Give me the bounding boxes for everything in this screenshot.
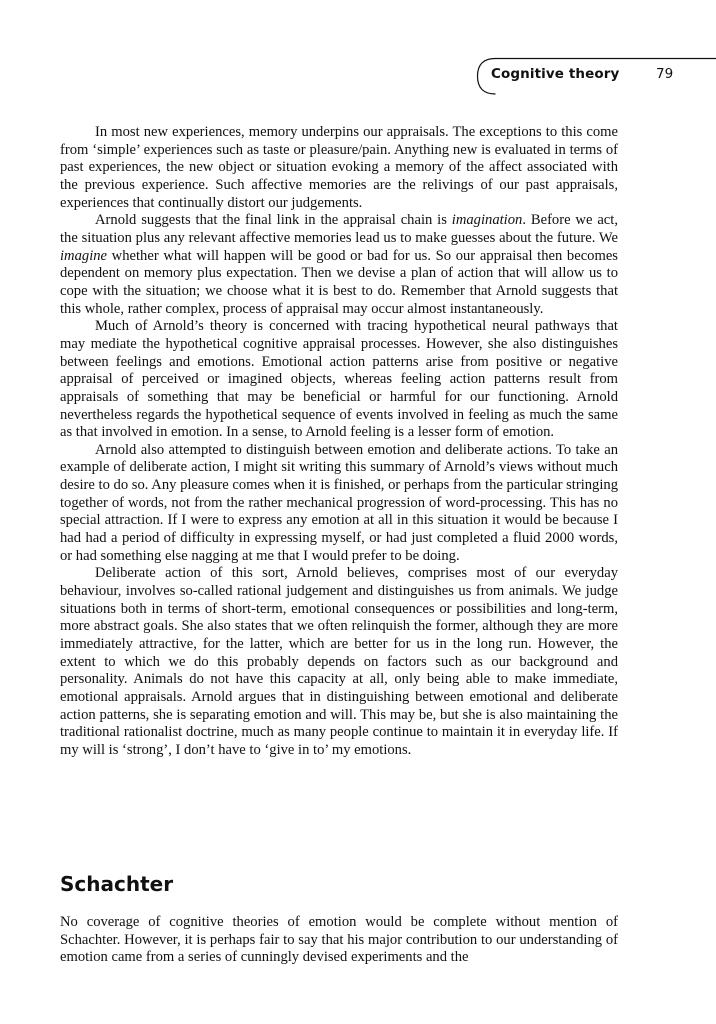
running-head-title: Cognitive theory bbox=[491, 66, 620, 82]
body-text bbox=[60, 124, 618, 760]
running-head bbox=[476, 57, 716, 95]
section-heading: Schachter bbox=[60, 872, 174, 896]
paragraph-5: Deliberate action of this sort, Arnold believes, comprises most of our everyday behaviour, involves so-called rational judgement and distinguishes us from animals. We judge situations both in terms of short-term, emotional consequences or possibilities and long-term, more abstract goals. She also states that we often relinquish the former, although they are more immediately attractive, for the latter, which are better for us in the long run. However, the extent to which we do this probably depends on factors such as our background and personality. Animals do not have this capacity at all, only being able to make immediate, emotional appraisals. Arnold argues that in distinguishing between emotional and deliberate action patterns, she is separating emotion and will. This may be, but she is also maintaining the traditional rationalist doctrine, much as many people continue to maintain it in everyday life. If my will is ‘strong’, I don’t have to ‘give in to’ my emotions. bbox=[60, 565, 618, 758]
page-number: 79 bbox=[656, 66, 674, 82]
section-paragraph: No coverage of cognitive theories of emotion would be complete without mention of Schachter. However, it is perhaps fair to say that his major contribution to our understanding of emotion came from a series of cunningly devised experiments and the bbox=[60, 914, 618, 966]
paragraph-2: Arnold suggests that the final link in the appraisal chain is imagination. Before we act, the situation plus any relevant affective memories lead us to make guesses about the future. We imagine whether what will happen will be good or bad for us. So our appraisal then becomes dependent on memory plus expectation. Then we devise a plan of action that will allow us to cope with the situation; we choose what it is best to do. Remember that Arnold suggests that this whole, rather complex, process of appraisal may occur almost instantaneously. bbox=[60, 212, 618, 317]
emphasis-imagine: imagine bbox=[60, 247, 108, 264]
section-text bbox=[60, 914, 618, 967]
paragraph-4: Arnold also attempted to distinguish between emotion and deliberate actions. To take an example of deliberate action, I might sit writing this summary of Arnold’s views without much desire to do so. Any pleasure comes when it is finished, or perhaps from the particular stringing together of words, not from the rather mechanical progression of word-processing. This has no special attraction. If I were to express any emotion at all in this situation it would be because I had had a period of difficulty in expressing myself, or had just completed a fluid 2000 words, or had something else nagging at me that I would prefer to be doing. bbox=[60, 441, 618, 564]
paragraph-1: In most new experiences, memory underpins our appraisals. The exceptions to this come from ‘simple’ experiences such as taste or pleasure/pain. Anything new is evaluated in terms of past experiences, the new object or situation evoking a memory of the affect associated with the previous experience. Such affective memories are the relivings of our past appraisals, experiences that continually distort our judgements. bbox=[60, 124, 618, 211]
paragraph-3: Much of Arnold’s theory is concerned with tracing hypothetical neural pathways that may mediate the hypothetical cognitive appraisal processes. However, she also distinguishes between feelings and emotions. Emotional action patterns arise from positive or negative appraisal of perceived or imagined objects, whereas feeling action patterns result from appraisals of something that may be beneficial or harmful for our functioning. Arnold nevertheless regards the hypothetical sequence of events involved in feeling as much the same as that involved in emotion. In a sense, to Arnold feeling is a lesser form of emotion. bbox=[60, 318, 618, 441]
emphasis-imagination: imagination bbox=[451, 212, 523, 229]
